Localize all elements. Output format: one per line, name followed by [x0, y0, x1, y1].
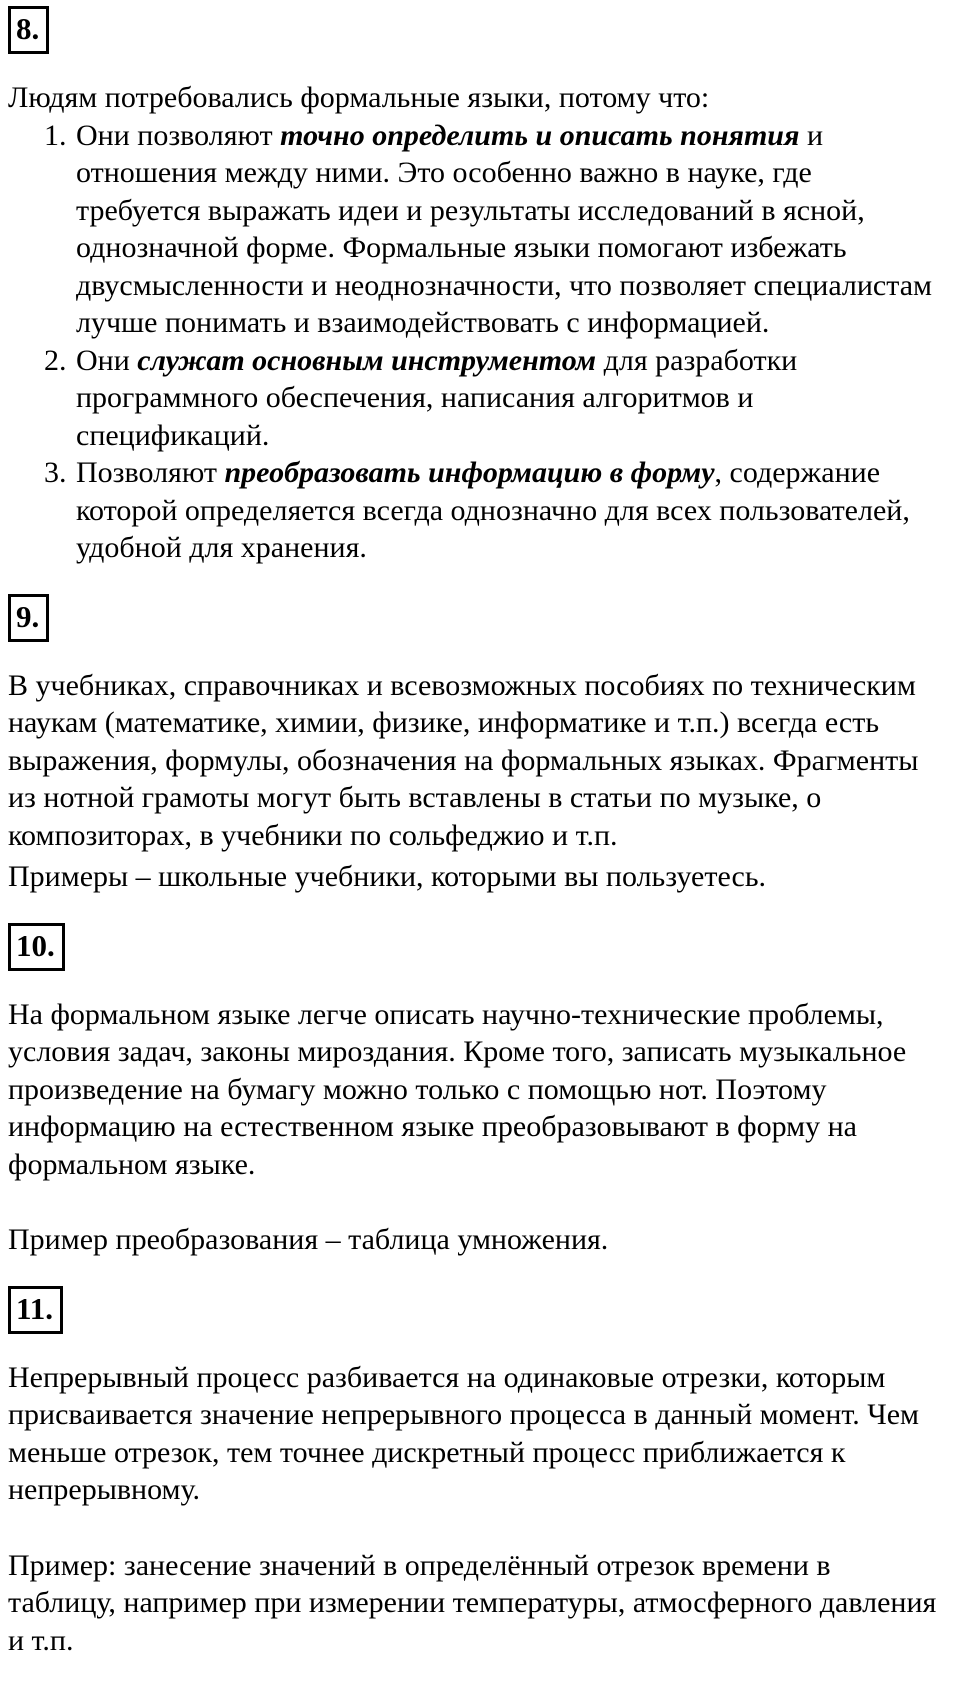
question-number-badge: 8.: [8, 6, 49, 54]
list-item-text: и отношения между ними. Это особенно важно в науке, где требуется выражать идеи и результаты исследований в ясной, однозначной форме. Формальные языки помогают избежать двусмысленности и неоднозначности, что позволяет специалистам лучше понимать и взаимодействовать с информацией.: [76, 118, 933, 339]
list-item-text: Они позволяют: [76, 118, 281, 152]
document-page: [8, 6, 938, 1659]
answer-section-9: [8, 594, 938, 896]
list-item-text: Они: [76, 343, 138, 377]
list-item-text: для разработки программного обеспечения, написания алгоритмов и спецификаций.: [76, 343, 798, 452]
answer-section-10: [8, 923, 938, 1259]
intro-paragraph: Людям потребовались формальные языки, потому что:: [8, 81, 710, 114]
answer-section-8: [8, 6, 938, 567]
badge-row: [8, 923, 938, 971]
question-number-badge: 9.: [8, 594, 49, 642]
emphasized-phrase: служат основным инструментом: [137, 343, 597, 377]
badge-row: [8, 6, 938, 54]
badge-row: [8, 594, 938, 642]
question-number-badge: 10.: [8, 923, 65, 971]
answer-paragraph: На формальном языке легче описать научно-технические проблемы, условия задач, законы мироздания. Кроме того, записать музыкальное произведение на бумагу можно только с помощью нот. Поэтому информацию на естественном языке преобразовывают в форму на формальном языке.: [8, 997, 907, 1181]
emphasized-phrase: точно определить и описать понятия: [280, 118, 800, 152]
list-item-text: Позволяют: [76, 456, 225, 489]
list-item: [74, 342, 938, 455]
example-paragraph: Примеры – школьные учебники, которыми вы пользуетесь.: [8, 860, 767, 893]
list-item: [74, 454, 938, 567]
list-item-text: , содержание которой определяется всегда однозначно для всех пользователей, удобной для хранения.: [76, 456, 910, 564]
answer-list: [8, 117, 938, 567]
badge-row: [8, 1286, 938, 1334]
list-item: [74, 117, 938, 342]
emphasized-phrase: преобразовать информацию в форму: [224, 456, 715, 489]
answer-paragraph: Непрерывный процесс разбивается на одинаковые отрезки, которым присваивается значение непрерывного процесса в данный момент. Чем меньше отрезок, тем точнее дискретный процесс приближается к непрерывному.: [8, 1360, 920, 1506]
example-paragraph: Пример преобразования – таблица умножения.: [8, 1223, 609, 1256]
example-paragraph: Пример: занесение значений в определённый отрезок времени в таблицу, например при измерении температуры, атмосферного давления и т.п.: [8, 1548, 937, 1657]
question-number-badge: 11.: [8, 1286, 63, 1334]
answer-paragraph: В учебниках, справочниках и всевозможных пособиях по техническим наукам (математике, химии, физике, информатике и т.п.) всегда есть выражения, формулы, обозначения на формальных языках. Фрагменты из нотной грамоты могут быть вставлены в статьи по музыке, о композиторах, в учебники по сольфеджио и т.п.: [8, 668, 919, 852]
answer-section-11: [8, 1286, 938, 1660]
